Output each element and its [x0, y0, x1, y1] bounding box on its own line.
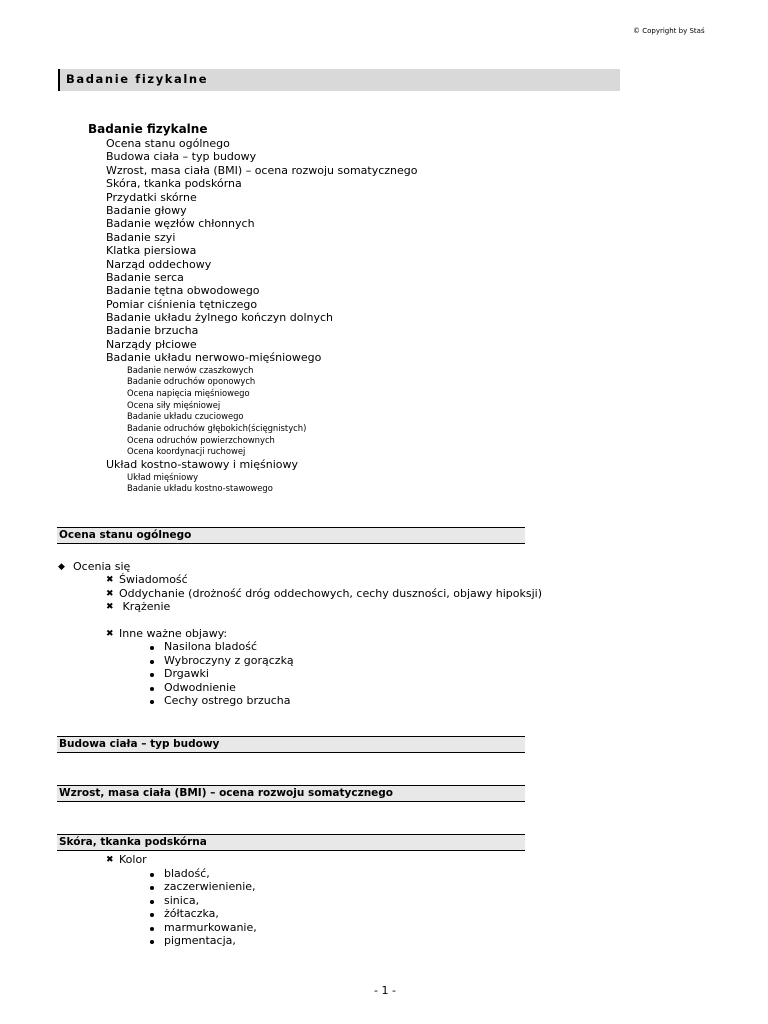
- round-bullet-icon: [150, 886, 154, 890]
- cross-bullet-icon: ✖: [106, 602, 114, 612]
- round-bullet-icon: [150, 913, 154, 917]
- list-item: marmurkowanie,: [164, 921, 257, 934]
- list-item: bladość,: [164, 867, 210, 880]
- toc-subitem: Układ mięśniowy: [127, 471, 199, 482]
- table-of-contents: [106, 137, 418, 495]
- other-symptoms-label: Inne ważne objawy:: [119, 627, 228, 640]
- list-item: Świadomość: [119, 573, 188, 586]
- toc-subitem: Ocena koordynacji ruchowej: [127, 446, 246, 457]
- copyright-notice: © Copyright by Staś: [633, 27, 705, 35]
- list-item: pigmentacja,: [164, 934, 236, 947]
- round-bullet-icon: [150, 940, 154, 944]
- cross-bullet-icon: ✖: [106, 855, 114, 865]
- toc-item: Badanie głowy: [106, 203, 187, 217]
- round-bullet-icon: [150, 673, 154, 677]
- list-item: Krążenie: [119, 600, 171, 613]
- toc-item: Badanie tętna obwodowego: [106, 284, 260, 298]
- list-item: sinica,: [164, 894, 200, 907]
- toc-item: Przydatki skórne: [106, 190, 197, 204]
- color-label: Kolor: [119, 853, 147, 866]
- list-item: żółtaczka,: [164, 907, 219, 920]
- main-header-title: Badanie fizykalne: [66, 72, 209, 86]
- toc-item: Skóra, tkanka podskórna: [106, 177, 242, 191]
- toc-title: Badanie fizykalne: [88, 122, 208, 136]
- round-bullet-icon: [150, 687, 154, 691]
- round-bullet-icon: [150, 873, 154, 877]
- toc-item: Narząd oddechowy: [106, 257, 212, 271]
- round-bullet-icon: [150, 660, 154, 664]
- toc-subitem: Badanie nerwów czaszkowych: [127, 364, 254, 375]
- toc-item: Wzrost, masa ciała (BMI) – ocena rozwoju somatycznego: [106, 163, 418, 177]
- section-header-skin: [57, 834, 525, 851]
- cross-bullet-icon: ✖: [106, 575, 114, 585]
- toc-subitem: Badanie układu kostno-stawowego: [127, 483, 273, 494]
- list-item: Drgawki: [164, 667, 209, 680]
- toc-item: Budowa ciała – typ budowy: [106, 150, 257, 164]
- list-item: Nasilona bladość: [164, 640, 258, 653]
- toc-item: Badanie serca: [106, 270, 184, 284]
- list-item: zaczerwienienie,: [164, 880, 256, 893]
- page-number: - 1 -: [374, 984, 396, 997]
- diamond-bullet-icon: ◆: [58, 562, 65, 572]
- cross-bullet-icon: ✖: [106, 589, 114, 599]
- toc-sublist-musculoskeletal: [106, 472, 418, 495]
- section-header-general: [57, 527, 525, 544]
- toc-item: Narządy płciowe: [106, 337, 197, 351]
- toc-item: Układ kostno-stawowy i mięśniowy: [106, 458, 298, 472]
- round-bullet-icon: [150, 646, 154, 650]
- toc-item: Ocena stanu ogólnego: [106, 137, 230, 150]
- round-bullet-icon: [150, 900, 154, 904]
- main-header: [58, 69, 620, 91]
- list-item: Odwodnienie: [164, 681, 236, 694]
- toc-item: Badanie brzucha: [106, 324, 199, 338]
- round-bullet-icon: [150, 700, 154, 704]
- toc-sublist-neuro: [106, 365, 418, 459]
- toc-item: Pomiar ciśnienia tętniczego: [106, 297, 258, 311]
- toc-subitem: Ocena odruchów powierzchownych: [127, 434, 275, 445]
- section-title: Skóra, tkanka podskórna: [59, 836, 207, 848]
- cross-bullet-icon: ✖: [106, 629, 114, 639]
- toc-item: Badanie układu nerwowo-mięśniowego: [106, 351, 322, 365]
- round-bullet-icon: [150, 927, 154, 931]
- section-title: Budowa ciała – typ budowy: [59, 738, 220, 750]
- section-title: Wzrost, masa ciała (BMI) – ocena rozwoju somatycznego: [59, 787, 394, 799]
- section-header-build: [57, 736, 525, 753]
- section-header-height: [57, 785, 525, 802]
- toc-subitem: Badanie odruchów głębokich(ścięgnistych): [127, 423, 307, 434]
- list-item: Wybroczyny z gorączką: [164, 654, 294, 667]
- list-item: Oddychanie (drożność dróg oddechowych, cechy duszności, objawy hipoksji): [119, 587, 543, 600]
- toc-item: Badanie układu żylnego kończyn dolnych: [106, 311, 333, 325]
- toc-item: Klatka piersiowa: [106, 244, 197, 258]
- assess-label: Ocenia się: [73, 560, 131, 573]
- toc-subitem: Ocena siły mięśniowej: [127, 399, 221, 410]
- toc-subitem: Badanie odruchów oponowych: [127, 376, 256, 387]
- toc-item: Badanie szyi: [106, 230, 176, 244]
- toc-subitem: Ocena napięcia mięśniowego: [127, 388, 250, 399]
- list-item: Cechy ostrego brzucha: [164, 694, 291, 707]
- section-title: Ocena stanu ogólnego: [59, 529, 192, 541]
- toc-item: Badanie węzłów chłonnych: [106, 217, 255, 231]
- toc-subitem: Badanie układu czuciowego: [127, 411, 244, 422]
